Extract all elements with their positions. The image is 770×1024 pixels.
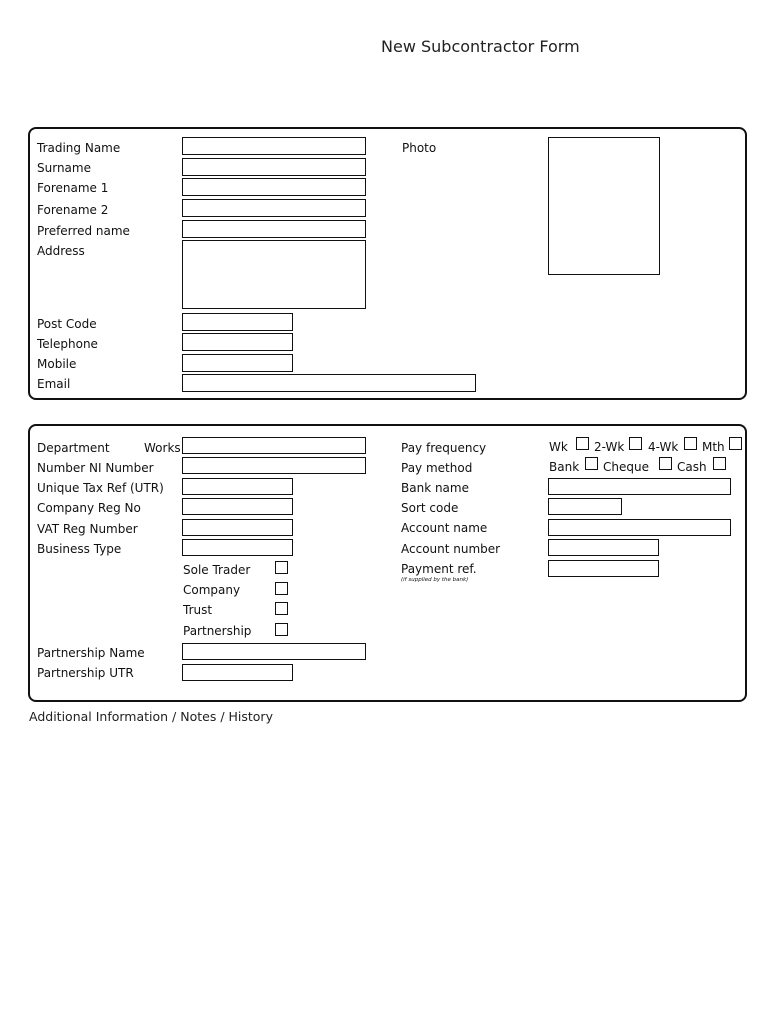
payment-ref-field[interactable] xyxy=(548,560,659,577)
frequency-option-label: Wk xyxy=(549,440,568,454)
form-title: New Subcontractor Form xyxy=(381,37,580,56)
photo-box[interactable] xyxy=(548,137,660,275)
weekly-checkbox[interactable] xyxy=(576,437,589,450)
partnership-utr-field[interactable] xyxy=(182,664,293,681)
four-weekly-checkbox[interactable] xyxy=(684,437,697,450)
frequency-option-label: 4-Wk xyxy=(648,440,679,454)
vat-reg-label: VAT Reg Number xyxy=(37,522,138,536)
business-type-option-label: Partnership xyxy=(183,624,252,638)
photo-label: Photo xyxy=(402,141,437,155)
forename1-field[interactable] xyxy=(182,178,366,196)
payment-ref-label: Payment ref. xyxy=(401,562,477,576)
sort-code-field[interactable] xyxy=(548,498,622,515)
postcode-label: Post Code xyxy=(37,317,97,331)
company-checkbox[interactable] xyxy=(275,582,288,595)
address-label: Address xyxy=(37,244,85,258)
account-number-label: Account number xyxy=(401,542,501,556)
partnership-utr-label: Partnership UTR xyxy=(37,666,134,680)
frequency-option-label: Mth xyxy=(702,440,725,454)
utr-label: Unique Tax Ref (UTR) xyxy=(37,481,164,495)
ni-number-field[interactable] xyxy=(182,457,366,474)
company-reg-field[interactable] xyxy=(182,498,293,515)
email-field[interactable] xyxy=(182,374,476,392)
mobile-label: Mobile xyxy=(37,357,77,371)
business-type-label: Business Type xyxy=(37,542,122,556)
cheque-checkbox[interactable] xyxy=(659,457,672,470)
two-weekly-checkbox[interactable] xyxy=(629,437,642,450)
method-option-label: Cash xyxy=(677,460,707,474)
bank-name-label: Bank name xyxy=(401,481,469,495)
preferred-name-label: Preferred name xyxy=(37,224,130,238)
vat-reg-field[interactable] xyxy=(182,519,293,536)
surname-field[interactable] xyxy=(182,158,366,176)
notes-heading: Additional Information / Notes / History xyxy=(29,709,273,724)
postcode-field[interactable] xyxy=(182,313,293,331)
partnership-name-label: Partnership Name xyxy=(37,646,145,660)
account-number-field[interactable] xyxy=(548,539,659,556)
cash-checkbox[interactable] xyxy=(713,457,726,470)
business-type-field[interactable] xyxy=(182,539,293,556)
sole-trader-checkbox[interactable] xyxy=(275,561,288,574)
mobile-field[interactable] xyxy=(182,354,293,372)
telephone-field[interactable] xyxy=(182,333,293,351)
company-reg-label: Company Reg No xyxy=(37,501,141,515)
method-option-label: Bank xyxy=(549,460,580,474)
ni-number-label: Number NI Number xyxy=(37,461,154,475)
utr-field[interactable] xyxy=(182,478,293,495)
business-type-option-label: Sole Trader xyxy=(183,563,251,577)
works-label: Works xyxy=(144,441,181,455)
payment-ref-note: (if supplied by the bank) xyxy=(401,577,469,583)
pay-method-label: Pay method xyxy=(401,461,473,475)
frequency-option-label: 2-Wk xyxy=(594,440,625,454)
address-field[interactable] xyxy=(182,240,366,309)
account-name-label: Account name xyxy=(401,521,488,535)
business-type-option-label: Trust xyxy=(183,603,213,617)
forename2-label: Forename 2 xyxy=(37,203,109,217)
partnership-checkbox[interactable] xyxy=(275,623,288,636)
bank-checkbox[interactable] xyxy=(585,457,598,470)
trust-checkbox[interactable] xyxy=(275,602,288,615)
account-name-field[interactable] xyxy=(548,519,731,536)
email-label: Email xyxy=(37,377,71,391)
preferred-name-field[interactable] xyxy=(182,220,366,238)
pay-frequency-label: Pay frequency xyxy=(401,441,487,455)
sort-code-label: Sort code xyxy=(401,501,459,515)
method-option-label: Cheque xyxy=(603,460,649,474)
trading-name-label: Trading Name xyxy=(37,141,121,155)
business-type-option-label: Company xyxy=(183,583,241,597)
trading-name-field[interactable] xyxy=(182,137,366,155)
department-label: Department xyxy=(37,441,110,455)
forename1-label: Forename 1 xyxy=(37,181,109,195)
surname-label: Surname xyxy=(37,161,91,175)
partnership-name-field[interactable] xyxy=(182,643,366,660)
monthly-checkbox[interactable] xyxy=(729,437,742,450)
bank-name-field[interactable] xyxy=(548,478,731,495)
department-field[interactable] xyxy=(182,437,366,454)
forename2-field[interactable] xyxy=(182,199,366,217)
telephone-label: Telephone xyxy=(37,337,98,351)
